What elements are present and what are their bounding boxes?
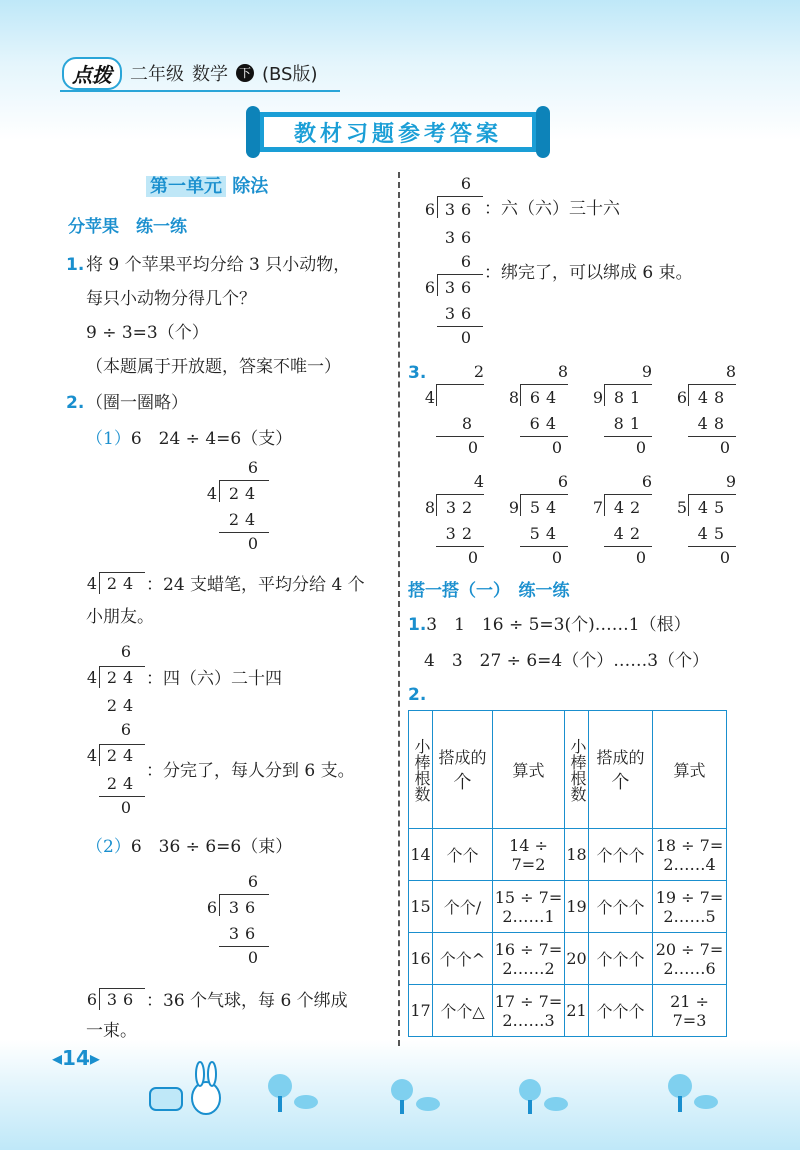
subtrahend: 32 (445, 524, 478, 543)
r-q1-number: 1. (408, 615, 427, 635)
section-heading-2: 搭一搭（一） 练一练 (408, 581, 570, 601)
section-heading: 分苹果 练一练 (68, 217, 187, 237)
table-header (409, 711, 727, 829)
quotient: 4 (473, 472, 484, 491)
long-division-24-4: 6 4 24 24 0 (205, 456, 275, 556)
dividend: 48 (697, 388, 731, 407)
long-division (592, 470, 662, 570)
q2-part1 (86, 428, 292, 450)
th-sticks-2: 小棒根数 (565, 711, 589, 829)
caption-1b: 小朋友。 (86, 607, 154, 627)
part2-tag: （2） (86, 837, 131, 857)
division-bracket-24-4: 4 24 (86, 570, 146, 598)
divisor: 4 (424, 388, 436, 407)
long-division (676, 360, 746, 460)
subtrahend: 48 (697, 414, 730, 433)
division-24-4-done: 6 4 24 24 0 (86, 718, 146, 818)
long-division (424, 360, 494, 460)
divisor: 8 (424, 498, 436, 517)
caption-3: ：分完了，每人分到 6 支。 (146, 761, 355, 781)
divisor: 9 (508, 498, 520, 517)
quotient: 6 (641, 472, 652, 491)
remainder: 0 (467, 548, 478, 567)
subtrahend: 54 (529, 524, 562, 543)
q1-text-1: 将 9 个苹果平均分给 3 只小动物， (86, 255, 351, 275)
bunny-icon (150, 1062, 220, 1114)
subtrahend: 45 (697, 524, 730, 543)
r-q1-line2: 4 3 27 ÷ 6=4（个）……3（个） (424, 651, 710, 671)
remainder: 0 (467, 438, 478, 457)
th-sticks-1: 小棒根数 (409, 711, 433, 829)
dividend: 64 (529, 388, 563, 407)
table-row: 15 个个/ 15 ÷ 7= 2……1 19 个个个 19 ÷ 7= 2……5 (409, 881, 727, 933)
division-24-4-read: 6 4 24 24 (86, 640, 146, 716)
dividend: 42 (613, 498, 647, 517)
quotient: 9 (725, 472, 736, 491)
remainder: 0 (635, 548, 646, 567)
tent-shapes-icon: 个个 (433, 829, 493, 881)
subtrahend: 64 (529, 414, 562, 433)
divisor: 7 (592, 498, 604, 517)
th-formula-1: 算式 (493, 711, 565, 829)
q2-part2 (86, 836, 292, 858)
stick-table (408, 710, 727, 1037)
q1-text-2: 每只小动物分得几个？ (86, 289, 256, 309)
q1-equation: 9 ÷ 3=3（个） (86, 323, 209, 343)
table-row: 16 个个^ 16 ÷ 7= 2……2 20 个个个 20 ÷ 7= 2……6 (409, 933, 727, 985)
answer-banner (246, 106, 550, 158)
th-build-2: 搭成的 个 (589, 711, 653, 829)
quotient: 8 (725, 362, 736, 381)
subject-label: 数学 (192, 64, 228, 85)
edition-label: (BS版) (262, 64, 318, 85)
table-row: 17 个个△ 17 ÷ 7= 2……3 21 个个个 21 ÷ 7=3 (409, 985, 727, 1037)
quotient: 2 (473, 362, 484, 381)
grade-label: 二年级 (130, 64, 184, 85)
subtrahend: 42 (613, 524, 646, 543)
q1-number: 1. (66, 255, 85, 275)
th-formula-2: 算式 (653, 711, 727, 829)
dividend: 81 (613, 388, 647, 407)
quotient: 8 (557, 362, 568, 381)
scroll-right-icon (536, 106, 550, 158)
tent-shapes-icon: 个个个 (589, 829, 653, 881)
long-division (424, 470, 494, 570)
column-divider (398, 172, 400, 1046)
division-bracket-36-6: 6 36 (86, 986, 146, 1014)
tree-icon (391, 1079, 440, 1114)
r-caption-2: ：绑完了，可以绑成 6 束。 (484, 263, 693, 283)
q2-number: 2. (66, 393, 85, 413)
dividend: 54 (529, 498, 563, 517)
remainder: 0 (635, 438, 646, 457)
r-q1-text: 3 1 16 ÷ 5=3(个)……1（根） (426, 615, 691, 635)
r-q1-line1 (408, 614, 691, 636)
division-36-6-done: 6 6 36 36 0 (424, 250, 484, 350)
tree-icon (668, 1074, 718, 1112)
brand-logo: 点拨 (62, 57, 122, 90)
tent-shapes-icon: 个个个 (589, 881, 653, 933)
unit-name: 除法 (232, 176, 269, 197)
caption-1a: ：24 支蜡笔，平均分给 4 个 (146, 575, 365, 595)
remainder: 0 (551, 438, 562, 457)
dividend: 45 (697, 498, 731, 517)
division-36-6-read: 6 6 36 36 (424, 172, 484, 248)
remainder: 0 (719, 548, 730, 567)
quotient: 6 (557, 472, 568, 491)
tent-shapes-icon: 个个△ (433, 985, 493, 1037)
caption-4a: ：36 个气球，每 6 个绑成 (146, 991, 348, 1011)
tree-icon (519, 1079, 568, 1114)
tree-icon (268, 1074, 318, 1112)
bottom-illustrations (140, 1060, 780, 1120)
divisor: 8 (508, 388, 520, 407)
subtrahend: 81 (613, 414, 646, 433)
banner-title: 教材习题参考答案 (293, 121, 502, 147)
tent-shapes-icon: 个个/ (433, 881, 493, 933)
part2-line: 6 36 ÷ 6=6（束） (130, 837, 293, 857)
part1-line: 6 24 ÷ 4=6（支） (130, 429, 293, 449)
volume-badge: 下 (236, 64, 254, 82)
th-build-1: 搭成的 个 (433, 711, 493, 829)
divisor: 6 (676, 388, 688, 407)
divisor: 5 (676, 498, 688, 517)
remainder: 0 (719, 438, 730, 457)
long-division (508, 470, 578, 570)
caption-2: ：四（六）二十四 (146, 669, 282, 689)
page-number: ◂14▸ (52, 1046, 100, 1070)
q2-text: （圈一圈略） (86, 393, 188, 413)
table-row: 14 个个 14 ÷ 7=2 18 个个个 18 ÷ 7= 2……4 (409, 829, 727, 881)
scroll-left-icon (246, 106, 260, 158)
long-division (676, 470, 746, 570)
dividend: 32 (445, 498, 479, 517)
unit-heading (146, 176, 268, 198)
long-division (592, 360, 662, 460)
tent-shapes-icon: 个个个 (589, 933, 653, 985)
r-q2-number: 2. (408, 685, 427, 705)
caption-4b: 一束。 (86, 1021, 137, 1041)
remainder: 0 (551, 548, 562, 567)
q1-note: （本题属于开放题，答案不唯一） (86, 357, 341, 377)
r-caption-1: ：六（六）三十六 (484, 199, 620, 219)
tent-shapes-icon: 个个个 (589, 985, 653, 1037)
subtrahend: 8 (461, 414, 478, 433)
long-division (508, 360, 578, 460)
book-header (62, 56, 318, 90)
part1-tag: （1） (86, 429, 131, 449)
quotient: 9 (641, 362, 652, 381)
long-division-36-6: 6 6 36 36 0 (205, 870, 275, 970)
q3-number: 3. (408, 363, 427, 383)
header-underline (60, 90, 340, 92)
divisor: 9 (592, 388, 604, 407)
tent-shapes-icon: 个个^ (433, 933, 493, 985)
banner-inner (262, 115, 534, 149)
unit-label: 第一单元 (146, 176, 226, 197)
